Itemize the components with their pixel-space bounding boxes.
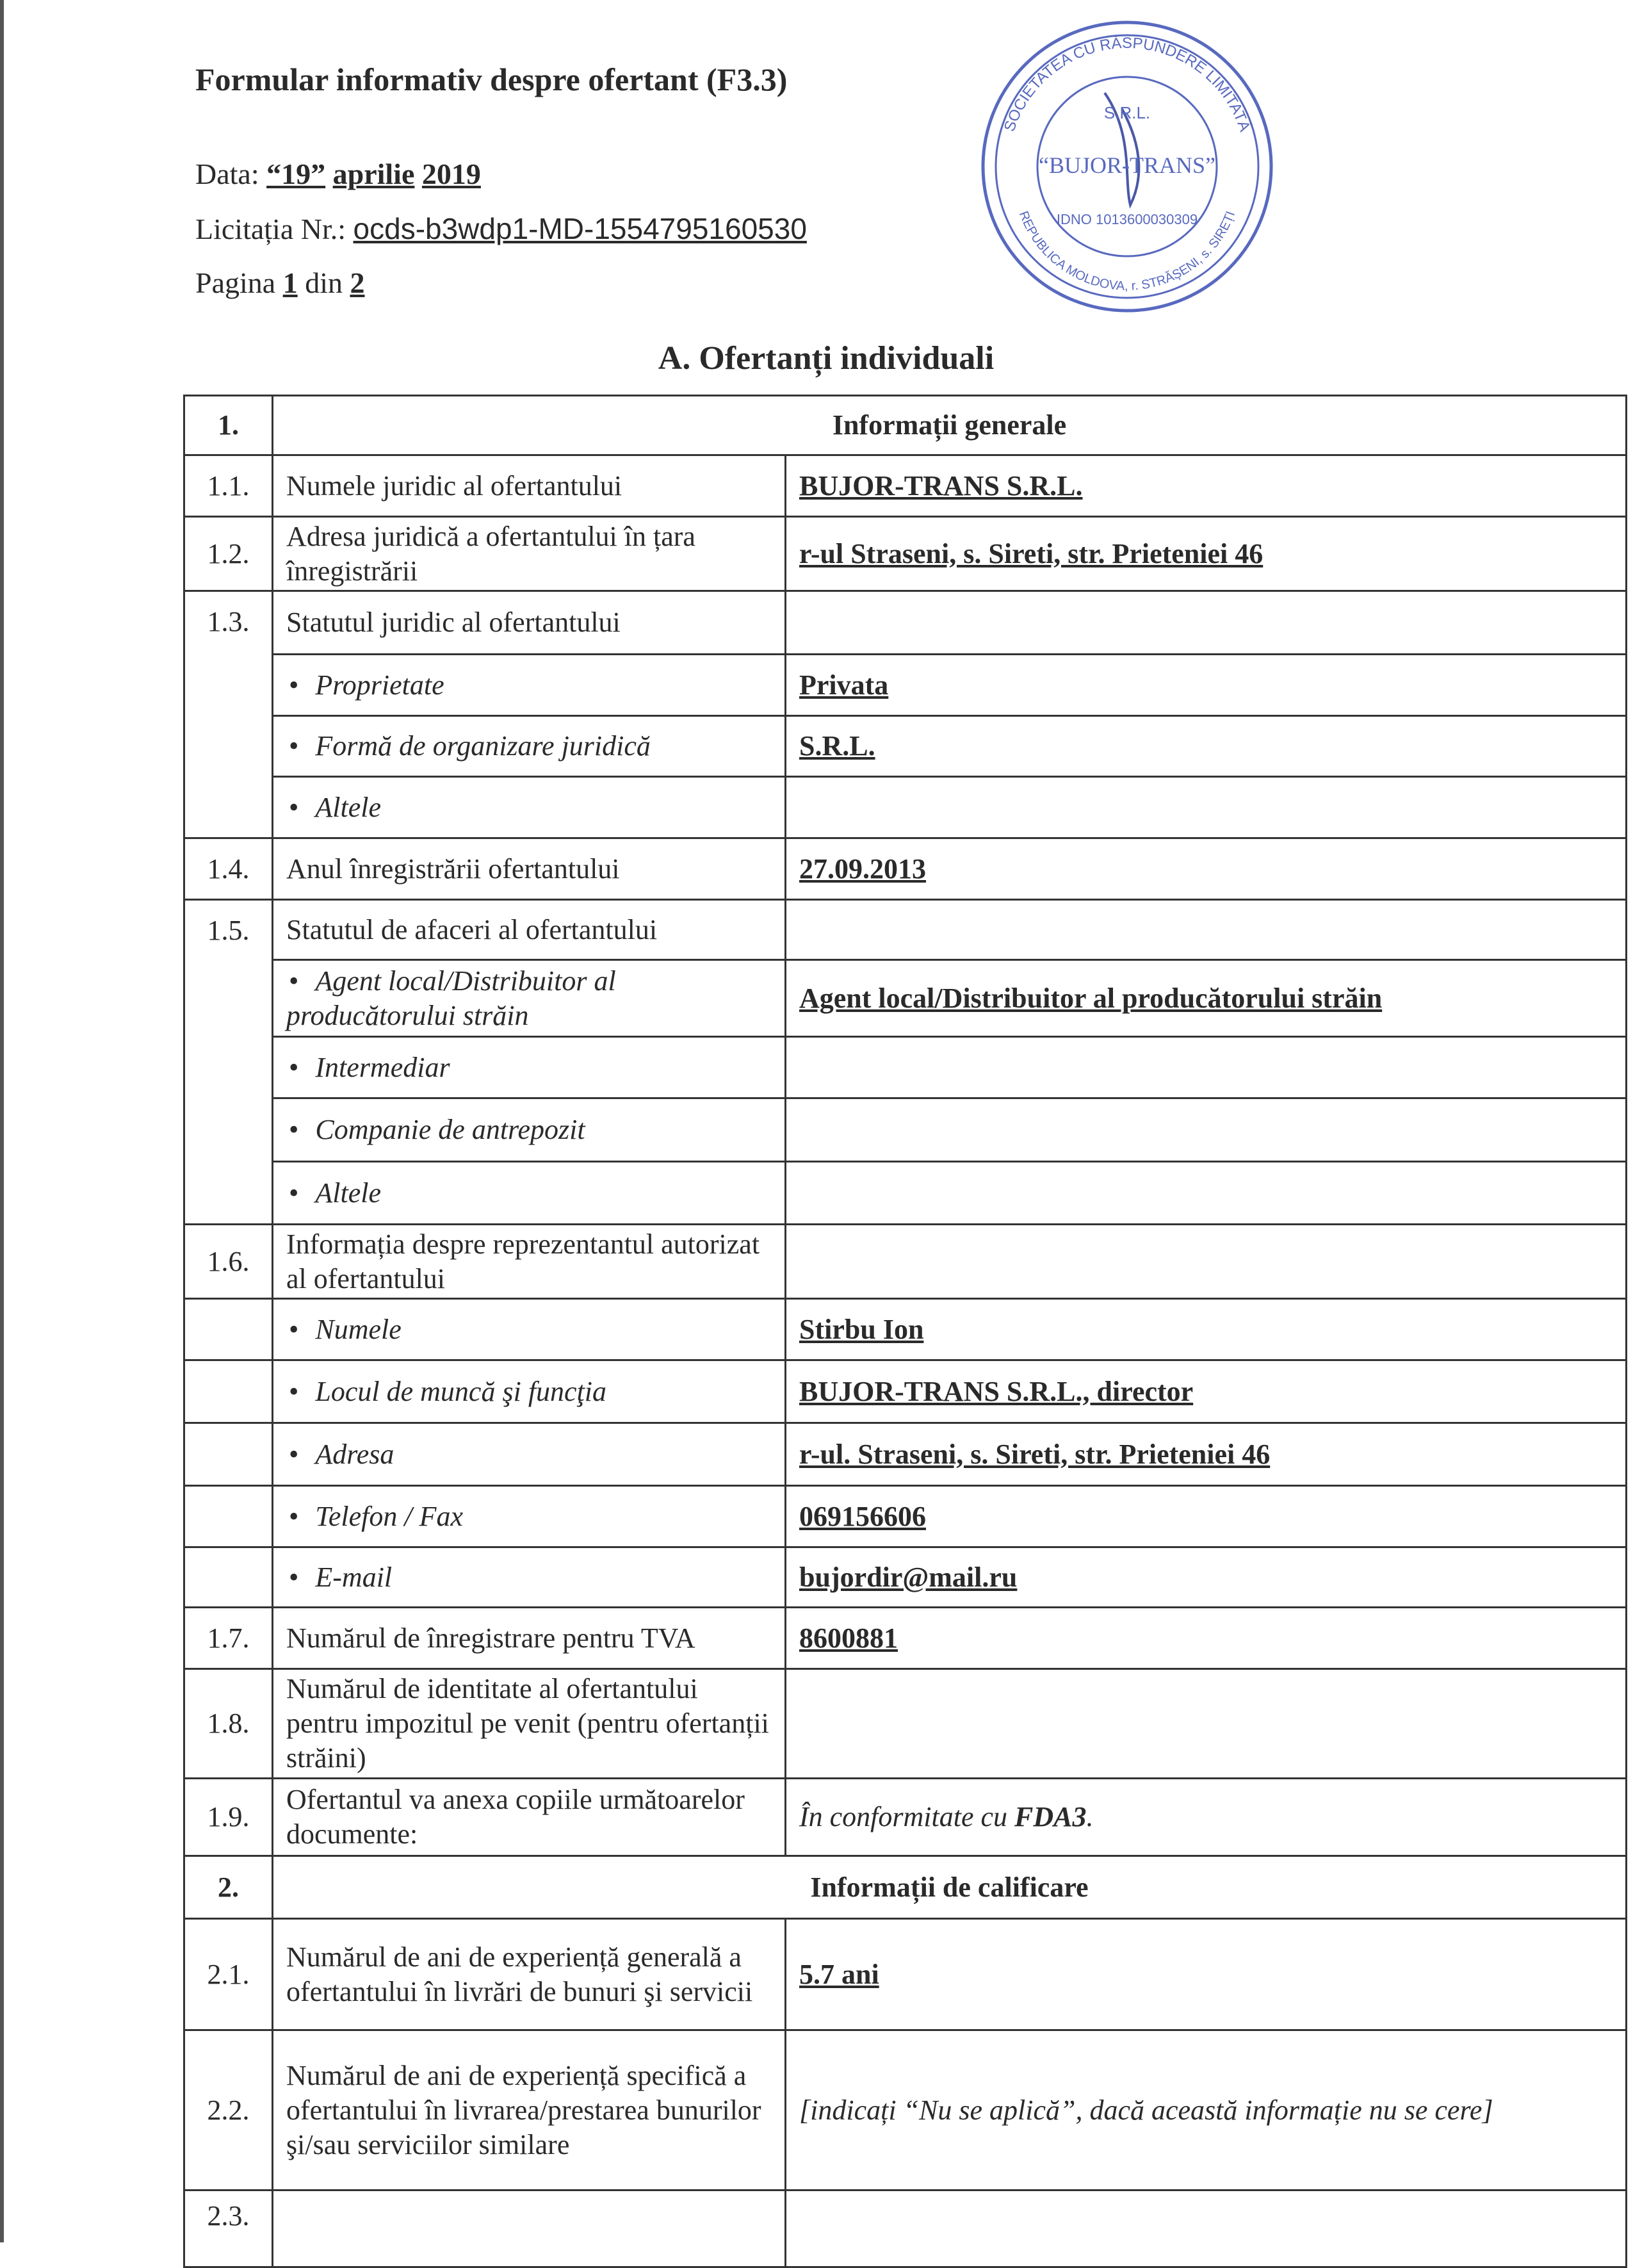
table-subrow (184, 1162, 1627, 1225)
document-title: Formular informativ despre ofertant (F3.3) (195, 61, 788, 97)
subrow-label: • Proprietate (273, 655, 786, 716)
row-value (786, 900, 1627, 960)
tender-label: Licitația Nr.: (195, 213, 346, 245)
stamp-center-text: S.R.L. (1103, 103, 1151, 122)
date-month: aprilie (332, 158, 415, 190)
subrow-label: • Altele (273, 1162, 786, 1225)
subrow-label: • Altele (273, 777, 786, 838)
tender-line (195, 211, 807, 246)
table-subrow (184, 1360, 1627, 1423)
stamp-bottom-text: REPUBLICA MOLDOVA, r. STRĂȘENI, s. SIREȚI (1016, 209, 1239, 294)
date-label: Data: (195, 158, 259, 190)
row-label: Statutul juridic al ofertantului (273, 591, 786, 655)
row-number: 1.4. (184, 838, 273, 900)
row-label: Anul înregistrării ofertantului (273, 838, 786, 900)
subrow-value: bujordir@mail.ru (786, 1547, 1627, 1608)
row-number (184, 1547, 273, 1608)
offerer-info-table (183, 395, 1625, 2231)
table-subrow (184, 1037, 1627, 1098)
table-subrow (184, 1299, 1627, 1360)
subrow-label: • Formă de organizare juridică (273, 716, 786, 777)
row-number: 1.6. (184, 1225, 273, 1299)
row-number: 2.3. (184, 2190, 273, 2267)
table-subrow (184, 716, 1627, 777)
stamp-name: “BUJOR-TRANS” (1039, 152, 1215, 178)
page-total: 2 (350, 266, 365, 299)
row-label (273, 2190, 786, 2267)
page-current: 1 (282, 266, 298, 299)
subrow-label: • Telefon / Fax (273, 1486, 786, 1547)
row-label: Adresa juridică a ofertantului în țara înregistrării (273, 517, 786, 591)
value-bold: FDA3 (1014, 1801, 1087, 1832)
table-row (184, 1608, 1627, 1669)
row-number: 1.9. (184, 1779, 273, 1856)
row-label: Numărul de identitate al ofertantului pentru impozitul pe venit (pentru ofertanții străini) (273, 1669, 786, 1779)
row-number: 2.1. (184, 1919, 273, 2030)
subrow-label: • Numele (273, 1299, 786, 1360)
table-subrow (184, 777, 1627, 838)
subrow-label: • Adresa (273, 1423, 786, 1486)
row-number (184, 1423, 273, 1486)
subrow-label: • E-mail (273, 1547, 786, 1608)
company-stamp (973, 13, 1281, 320)
stamp-idno: IDNO 1013600030309 (1056, 211, 1198, 227)
table-subrow (184, 1486, 1627, 1547)
subrow-value (786, 1098, 1627, 1162)
value-suffix: . (1086, 1801, 1094, 1832)
stamp-outer-text: SOCIETATEA CU RĂSPUNDERE LIMITATĂ (1000, 35, 1254, 134)
subrow-value: Agent local/Distribuitor al producătorului străin (786, 960, 1627, 1037)
row-number: 1.2. (184, 517, 273, 591)
page-label: Pagina (195, 266, 276, 299)
section-heading: Informații generale (273, 396, 1627, 455)
tender-number: ocds-b3wdp1-MD-1554795160530 (353, 212, 807, 245)
row-number (184, 1299, 273, 1360)
row-number: 1. (184, 396, 273, 455)
table-row (184, 1779, 1627, 1856)
row-label: Numărul de ani de experiență generală a ofertantului în livrări de bunuri şi servicii (273, 1919, 786, 2030)
page-of: din (305, 266, 343, 299)
row-number: 1.7. (184, 1608, 273, 1669)
subrow-value: BUJOR-TRANS S.R.L., director (786, 1360, 1627, 1423)
row-label: Statutul de afaceri al ofertantului (273, 900, 786, 960)
page-line (195, 266, 364, 300)
table-row (184, 517, 1627, 591)
table-row (184, 1225, 1627, 1299)
table-subrow (184, 960, 1627, 1037)
section-header-row (184, 1856, 1627, 1919)
subrow-value (786, 1162, 1627, 1225)
row-number: 2.2. (184, 2030, 273, 2190)
table-subrow (184, 1423, 1627, 1486)
subrow-label: • Companie de antrepozit (273, 1098, 786, 1162)
row-value (786, 1225, 1627, 1299)
row-label: Ofertantul va anexa copiile următoarelor documente: (273, 1779, 786, 1856)
row-value: 5.7 ani (786, 1919, 1627, 2030)
row-number (184, 1486, 273, 1547)
table-subrow (184, 1098, 1627, 1162)
section-title: A. Ofertanți individuali (658, 340, 995, 377)
table-row (184, 1919, 1627, 2030)
subrow-value: Privata (786, 655, 1627, 716)
row-label: Numărul de înregistrare pentru TVA (273, 1608, 786, 1669)
row-value: BUJOR-TRANS S.R.L. (786, 455, 1627, 517)
row-label: Numărul de ani de experiență specifică a ofertantului în livrarea/prestarea bunurilor şi/sau serviciilor similare (273, 2030, 786, 2190)
row-value: r-ul Straseni, s. Sireti, str. Prieteniei 46 (786, 517, 1627, 591)
subrow-value: S.R.L. (786, 716, 1627, 777)
row-number: 1.1. (184, 455, 273, 517)
table-subrow (184, 655, 1627, 716)
table-row (184, 455, 1627, 517)
row-value: 8600881 (786, 1608, 1627, 1669)
section-header-row (184, 396, 1627, 455)
row-label: Numele juridic al ofertantului (273, 455, 786, 517)
subrow-label: • Locul de muncă şi funcţia (273, 1360, 786, 1423)
date-year: 2019 (421, 158, 481, 190)
row-value (786, 591, 1627, 655)
table-row (184, 591, 1627, 655)
row-value: 27.09.2013 (786, 838, 1627, 900)
subrow-value: Stirbu Ion (786, 1299, 1627, 1360)
table-row (184, 2030, 1627, 2190)
row-number: 1.5. (184, 900, 273, 1225)
date-line (195, 157, 481, 191)
subrow-value (786, 1037, 1627, 1098)
row-value: [indicați “Nu se aplică”, dacă această informație nu se cere] (786, 2030, 1627, 2190)
subrow-value: 069156606 (786, 1486, 1627, 1547)
scan-edge (0, 0, 4, 2242)
subrow-label: • Agent local/Distribuitor al producătorului străin (273, 960, 786, 1037)
subrow-value: r-ul. Straseni, s. Sireti, str. Prieteniei 46 (786, 1423, 1627, 1486)
row-number (184, 1360, 273, 1423)
value-prefix: În conformitate cu (799, 1801, 1015, 1832)
table-row (184, 838, 1627, 900)
row-number: 2. (184, 1856, 273, 1919)
subrow-value (786, 777, 1627, 838)
row-value (786, 1669, 1627, 1779)
row-value (786, 1779, 1627, 1856)
row-value (786, 2190, 1627, 2267)
table-subrow (184, 1547, 1627, 1608)
section-heading: Informații de calificare (273, 1856, 1627, 1919)
subrow-label: • Intermediar (273, 1037, 786, 1098)
row-number: 1.3. (184, 591, 273, 838)
row-number: 1.8. (184, 1669, 273, 1779)
table-row (184, 1669, 1627, 1779)
table-row (184, 900, 1627, 960)
date-day: “19” (266, 158, 326, 190)
table-row (184, 2190, 1627, 2267)
row-label: Informația despre reprezentantul autorizat al ofertantului (273, 1225, 786, 1299)
